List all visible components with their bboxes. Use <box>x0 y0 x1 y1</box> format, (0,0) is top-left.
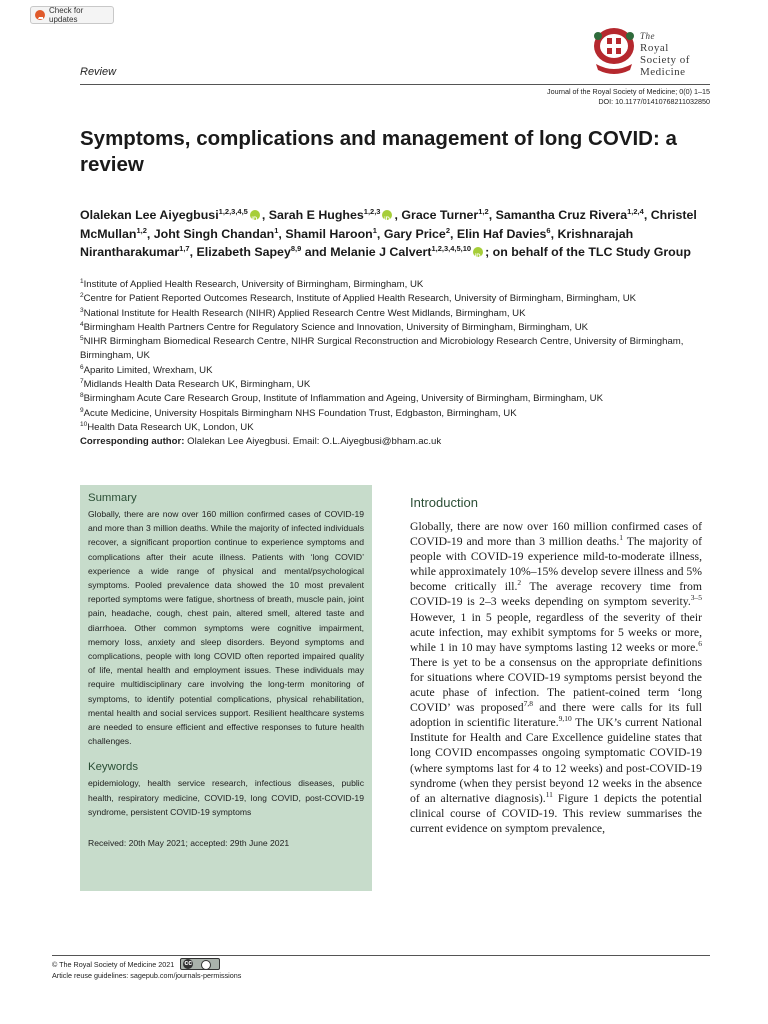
intro-text-segment: However, 1 in 5 people, regardless of the severity of their acute infection, may exhibit symptoms for 5 weeks or more, while 1 in 10 may have symptoms lasting 12 weeks or more. <box>410 610 702 654</box>
affiliation-number: 4 <box>80 320 84 328</box>
intro-text-segment: Globally, there are now over 160 million confirmed cases of COVID-19 and more than 3 million deaths. <box>410 520 702 549</box>
author-affiliation-marker: 6 <box>546 225 551 235</box>
orcid-icon[interactable] <box>382 210 392 220</box>
reuse-guidelines[interactable]: Article reuse guidelines: sagepub.com/journals-permissions <box>52 971 242 980</box>
author-affiliation-marker: 1,2,3,4,5 <box>218 207 248 216</box>
affiliation-text: NIHR Birmingham Biomedical Research Centre, NIHR Surgical Reconstruction and Microbiology Research Centre, University of Birmingham, Birmingham, UK <box>80 336 684 362</box>
author-separator: , <box>376 226 384 241</box>
intro-text-segment: The majority of people with COVID-19 experience mild-to-moderate illness, while approximately 10%–15% develop severe illness and 5% become critically ill. <box>410 535 702 594</box>
journal-info <box>547 87 710 107</box>
citation-reference[interactable]: 11 <box>545 789 553 799</box>
affiliation-text: Acute Medicine, University Hospitals Birmingham NHS Foundation Trust, Edgbaston, Birmingham, UK <box>83 407 517 419</box>
author-affiliation-marker: 1,2,3 <box>363 207 381 216</box>
affiliation-text: Midlands Health Data Research UK, Birmingham, UK <box>83 379 311 391</box>
corresponding-label: Corresponding author: <box>80 436 185 448</box>
intro-text-segment: Figure 1 depicts the potential clinical course of COVID-19. This review summarises the current evidence on symptom prevalence, <box>410 791 702 835</box>
affiliation-item <box>80 278 702 292</box>
author-name: Joht Singh Chandan <box>153 226 275 241</box>
author-affiliation-marker: 2 <box>445 225 450 235</box>
cc-by-license-icon[interactable] <box>180 958 220 970</box>
author-affiliation-marker: 8,9 <box>290 244 302 253</box>
logo-text-line3: Society of <box>640 54 690 66</box>
author-separator: , <box>278 226 286 241</box>
affiliation-text: Birmingham Acute Care Research Group, Institute of Inflammation and Ageing, University of Birmingham, Birmingham, UK <box>83 393 603 405</box>
author-name: Christel McMullan <box>80 208 697 241</box>
citation-reference[interactable]: 6 <box>698 638 702 648</box>
footer-rule <box>52 955 710 956</box>
author-affiliation-marker: 1,2 <box>478 207 489 216</box>
author-affiliation-marker: 1,2,3,4,5,10 <box>431 244 472 253</box>
affiliation-item <box>80 407 702 421</box>
author-name: Sarah E Hughes <box>268 208 364 222</box>
author-separator: , <box>488 208 496 222</box>
journal-citation: Journal of the Royal Society of Medicine; 0(0) 1–15 <box>546 87 710 96</box>
rsm-logo <box>590 24 708 80</box>
logo-text-line4: Medicine <box>640 66 686 78</box>
affiliation-number: 1 <box>80 278 84 285</box>
affiliation-number: 2 <box>80 292 84 300</box>
corresponding-text[interactable]: Olalekan Lee Aiyegbusi. Email: O.L.Aiyegbusi@bham.ac.uk <box>187 436 442 448</box>
affiliation-text: Aparito Limited, Wrexham, UK <box>83 364 213 376</box>
summary-text: Globally, there are now over 160 million confirmed cases of COVID-19 and more than 3 million deaths. While the majority of infected individuals recover, a significant proportion continue to experience symptoms and complications after their acute illness. Patients with ‘long COVID’ experience a wide range of physical and mental/psychological symptoms. Pooled prevalence data showed the 10 most prevalent reported symptoms were fatigue, shortness of breath, muscle pain, joint pain, headache, cough, chest pain, altered smell, altered taste and diarrhoea. Other common symptoms were cognitive impairment, memory loss, anxiety and sleep disorders. Beyond symptoms and complications, people with long COVID often reported impaired quality of life, mental health and employment issues. These individuals may require multidisciplinary care involving the long-term monitoring of symptoms, to identify potential complications, physical rehabilitation, mental health and social services support. Resilient healthcare systems are needed to ensure efficient and effective responses to future health challenges. <box>88 509 364 747</box>
received-dates: Received: 20th May 2021; accepted: 29th June 2021 <box>88 838 290 849</box>
affiliation-number: 7 <box>80 378 84 386</box>
affiliation-item <box>80 364 702 378</box>
affiliation-list <box>80 278 702 435</box>
affiliation-text: National Institute for Health Research (NIHR) Applied Research Centre West Midlands, Birmingham, UK <box>83 307 526 319</box>
author-separator: , <box>261 208 269 222</box>
author-name: Samantha Cruz Rivera <box>495 208 628 222</box>
author-separator: ; <box>485 245 493 259</box>
author-name: Elizabeth Sapey <box>196 245 291 259</box>
author-name: Melanie J Calvert <box>330 245 432 259</box>
citation-reference[interactable]: 7,8 <box>523 699 533 709</box>
author-list <box>80 206 700 262</box>
author-separator: and <box>301 245 331 259</box>
intro-text-segment: and there were calls for its full adoption in scientific literature. <box>410 701 702 730</box>
affiliation-number: 10 <box>80 420 88 428</box>
affiliation-number: 3 <box>80 306 84 314</box>
logo-text-line1: The <box>640 31 655 41</box>
affiliations <box>80 278 702 450</box>
check-updates-icon <box>35 10 45 20</box>
footer <box>52 958 241 981</box>
author-name: Krishnarajah Nirantharakumar <box>80 226 634 259</box>
affiliation-text: Institute of Applied Health Research, University of Birmingham, Birmingham, UK <box>83 279 424 290</box>
author-affiliation-marker: 1,7 <box>179 244 190 253</box>
article-title: Symptoms, complications and management of long COVID: a review <box>80 127 677 176</box>
affiliation-item <box>80 378 702 392</box>
intro-text-segment: The average recovery time from COVID-19 is 2–3 weeks depending on symptom severity. <box>410 580 702 609</box>
affiliation-item <box>80 392 702 406</box>
author-affiliation-marker: 1 <box>274 225 279 235</box>
orcid-icon[interactable] <box>250 210 260 220</box>
author-affiliation-marker: 1 <box>372 225 377 235</box>
author-separator: , <box>189 245 197 259</box>
affiliation-item <box>80 321 702 335</box>
summary-box <box>80 485 372 891</box>
citation-reference[interactable]: 1 <box>619 533 624 543</box>
keywords-heading: Keywords <box>88 761 139 774</box>
journal-doi[interactable]: DOI: 10.1177/01410768211032850 <box>598 97 710 106</box>
citation-reference[interactable]: 9,10 <box>558 714 572 724</box>
author-separator: , <box>550 226 558 241</box>
affiliation-text: Centre for Patient Reported Outcomes Research, Institute of Applied Health Research, University of Birmingham, Birmingham, UK <box>83 293 637 305</box>
author-name: Olalekan Lee Aiyegbusi <box>80 208 219 222</box>
check-for-updates-button[interactable] <box>30 6 114 24</box>
citation-reference[interactable]: 2 <box>517 578 522 588</box>
author-name: Gary Price <box>383 226 446 241</box>
author-group: on behalf of the TLC Study Group <box>492 245 691 259</box>
copyright-text: © The Royal Society of Medicine 2021 <box>52 960 175 969</box>
keywords-text: epidemiology, health service research, infectious diseases, public health, respiratory medicine, COVID-19, long COVID, post-COVID-19 syndrome, persistent COVID-19 symptoms <box>88 778 364 817</box>
citation-reference[interactable]: 3–5 <box>690 593 702 603</box>
rsm-logo-text <box>640 30 710 78</box>
rsm-crest-icon <box>590 24 638 80</box>
author-separator: , <box>449 226 457 241</box>
affiliation-item <box>80 307 702 321</box>
intro-text-segment: There is yet to be a consensus on the appropriate definitions for situations where COVID-19 symptoms persist beyond the acute phase of infection. The patient-coined term ‘long COVID’ was proposed <box>410 655 702 715</box>
author-separator: , <box>394 208 402 222</box>
logo-text-line2: Royal <box>640 42 669 54</box>
affiliation-item <box>80 421 702 435</box>
affiliation-number: 9 <box>80 406 84 414</box>
introduction-heading: Introduction <box>410 495 478 510</box>
header-rule <box>80 84 710 85</box>
article-type: Review <box>80 66 117 78</box>
author-affiliation-marker: 1,2,4 <box>627 207 644 216</box>
author-separator: , <box>146 226 154 241</box>
check-updates-label: Check for updates <box>49 6 84 24</box>
footer-copyright-line <box>52 958 241 970</box>
affiliation-text: Birmingham Health Partners Centre for Regulatory Science and Innovation, University of Birmingham, Birmingham, UK <box>83 321 589 333</box>
affiliation-text: Health Data Research UK, London, UK <box>87 421 254 433</box>
affiliation-item <box>80 292 702 306</box>
author-name: Elin Haf Davies <box>456 226 547 241</box>
author-affiliation-marker: 1,2 <box>136 225 147 235</box>
corresponding-author <box>80 435 702 449</box>
affiliation-number: 6 <box>80 363 84 371</box>
introduction-body <box>410 519 702 836</box>
summary-heading: Summary <box>88 492 137 504</box>
intro-text-segment: The UK’s current National Institute for Health and Care Excellence guideline states that long COVID encompasses ongoing symptomatic COVID-19 (where symptoms last for 4 to 12 weeks) and post-COVID-19 syndrome (when they persist beyond 12 weeks in the absence of an alternative diagnosis). <box>410 716 702 805</box>
affiliation-item <box>80 335 702 364</box>
affiliation-number: 5 <box>80 335 84 343</box>
author-name: Grace Turner <box>401 208 479 222</box>
orcid-icon[interactable] <box>473 247 483 257</box>
affiliation-number: 8 <box>80 392 84 400</box>
author-name: Shamil Haroon <box>285 226 373 241</box>
author-separator: , <box>643 208 651 222</box>
